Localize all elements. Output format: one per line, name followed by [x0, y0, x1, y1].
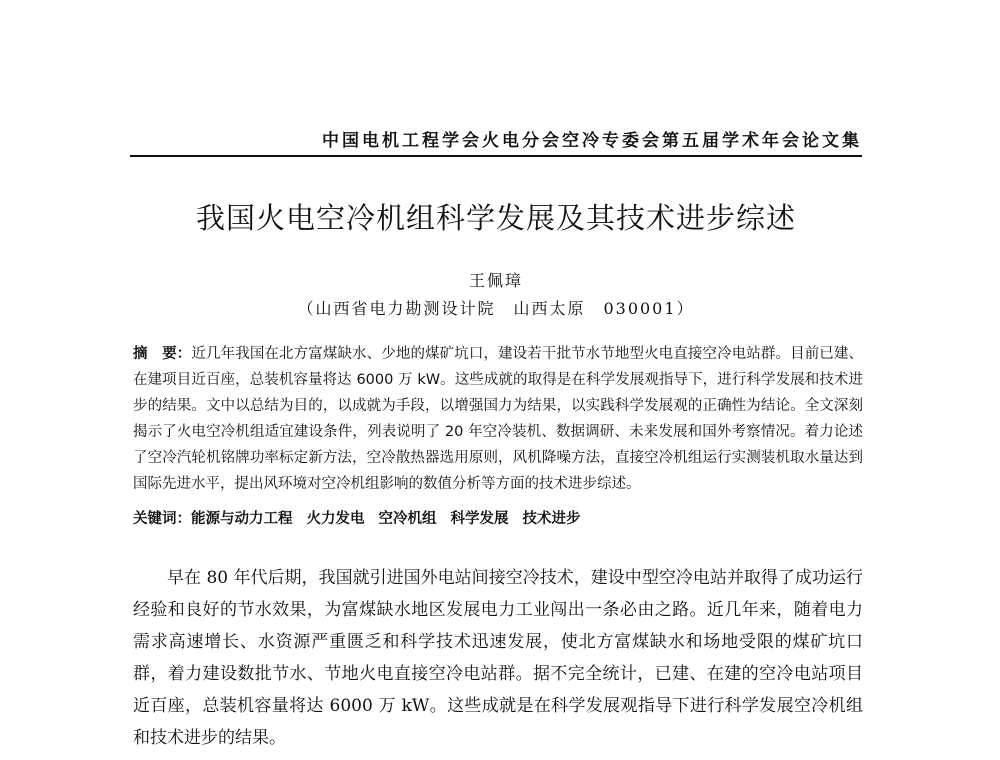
- keywords: [133, 506, 863, 532]
- abstract-label: 摘 要：: [133, 346, 192, 362]
- keyword-item: 科学发展: [450, 511, 509, 527]
- author-affiliation: （山西省电力勘测设计院 山西太原 030001）: [297, 299, 695, 318]
- keyword-item: 空冷机组: [378, 511, 437, 527]
- body-paragraph: 早在 80 年代后期，我国就引进国外电站间接空冷技术，建设中型空冷电站并取得了成功运行经验和良好的节水效果，为富煤缺水地区发展电力工业闯出一条必由之路。近几年来，随着电力需求高速增长、水资源严重匮乏和科学技术迅速发展，使北方富煤缺水和场地受限的煤矿坑口群，着力建设数批节水、节地火电直接空冷电站群。据不完全统计，已建、在建的空冷电站项目近百座，总装机容量将达 6000 万 kW。这些成就是在科学发展观指导下进行科学发展空冷机组和技术进步的结果。: [133, 568, 863, 748]
- abstract-text: 近几年我国在北方富煤缺水、少地的煤矿坑口，建设若干批节水节地型火电直接空冷电站群。目前已建、在建项目近百座，总装机容量将达 6000 万 kW。这些成就的取得是在科学发展观指导下，进行科学发展和技术进步的结果。文中以总结为目的，以成就为手段，以增强国力为结果，以实践科学发展观的正确性为结论。全文深刻揭示了火电空冷机组适宜建设条件，列表说明了 20 年空冷装机、数据调研、未来发展和国外考察情况。着力论述了空冷汽轮机铭牌功率标定新方法，空冷散热器选用原则，风机降噪方法，直接空冷机组运行实测装机取水量达到国际先进水平，提出风环境对空冷机组影响的数值分析等方面的技术进步综述。: [133, 346, 864, 492]
- running-header: 中国电机工程学会火电分会空冷专委会第五届学术年会论文集: [322, 131, 862, 151]
- paper-title: 我国火电空冷机组科学发展及其技术进步综述: [195, 201, 796, 235]
- keyword-item: 火力发电: [306, 511, 365, 527]
- header-rule: [130, 155, 862, 157]
- keywords-label: 关键词：: [133, 511, 191, 527]
- author-name: 王佩璋: [468, 271, 523, 290]
- keyword-item: 技术进步: [522, 511, 581, 527]
- keyword-item: 能源与动力工程: [191, 511, 293, 527]
- abstract: [133, 341, 863, 497]
